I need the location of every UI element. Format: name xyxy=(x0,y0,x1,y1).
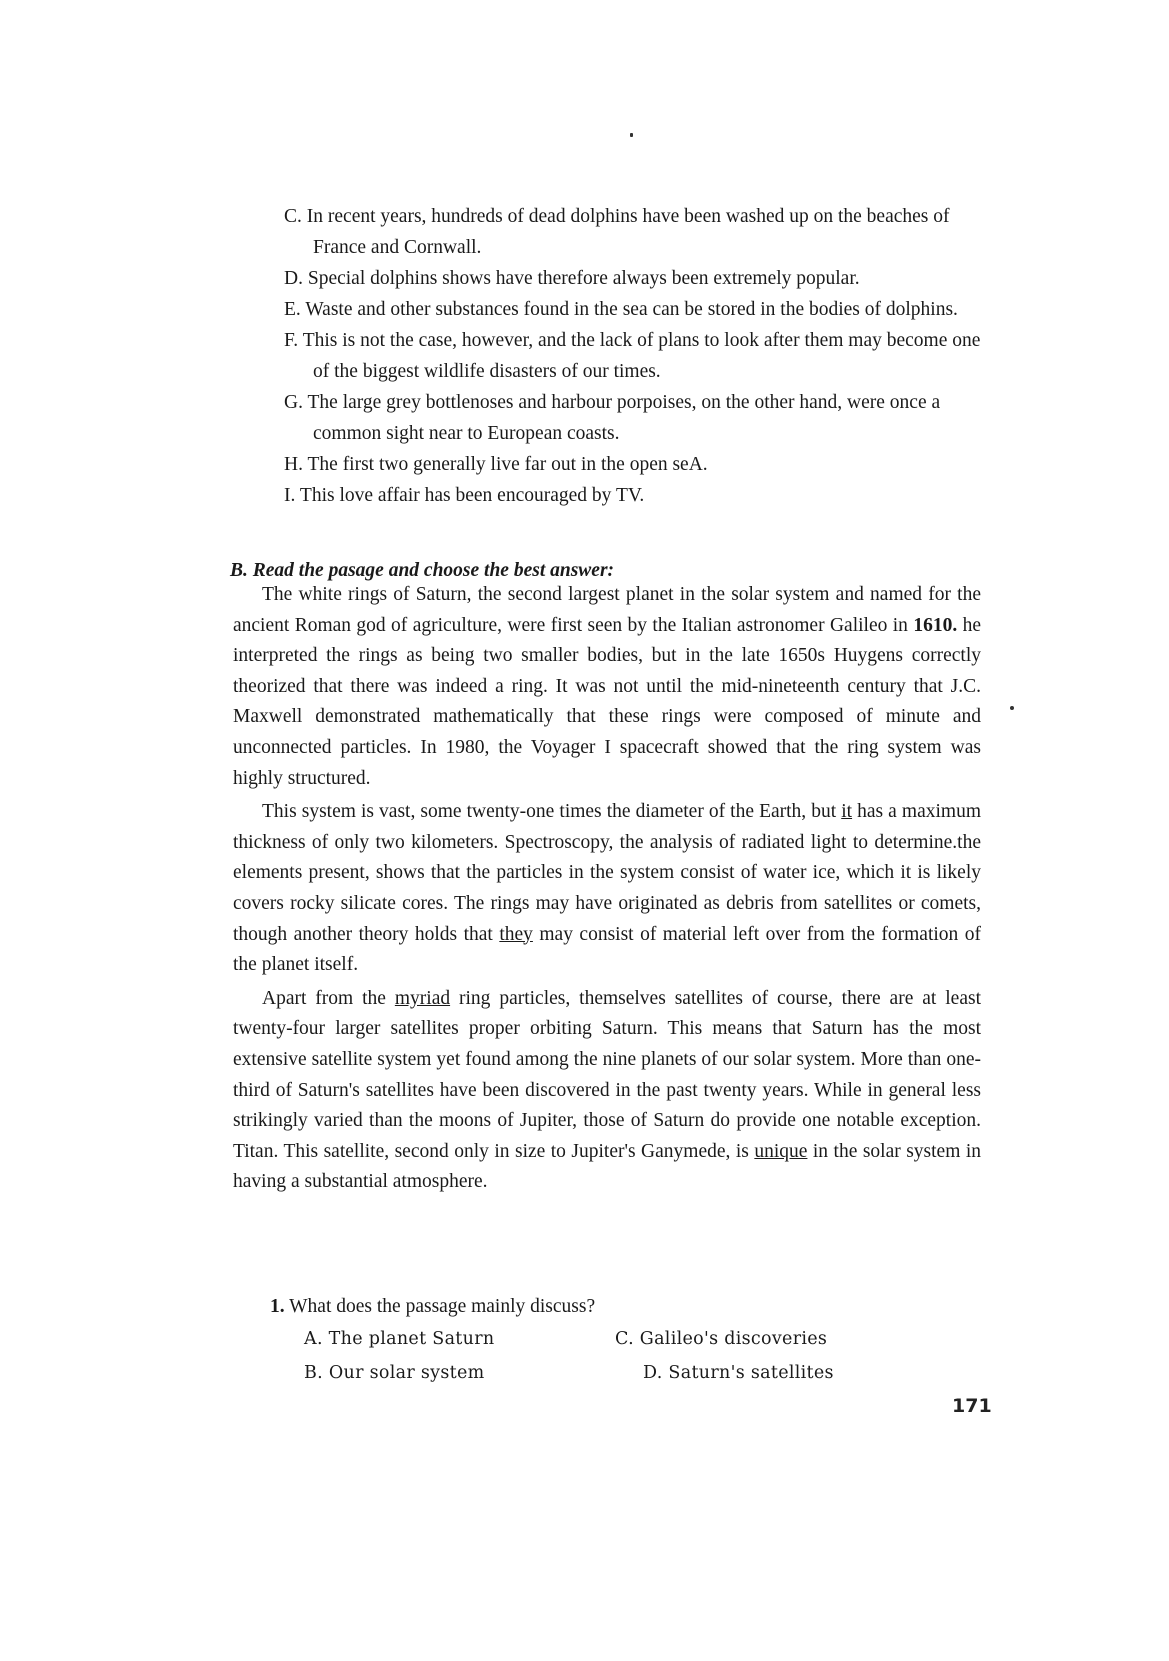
option-letter: I. xyxy=(284,485,296,506)
option-letter: G. xyxy=(284,392,303,413)
passage-text: has a maximum thickness of only two kilometers. Spectroscopy, the analysis of radiated light to determine.the elements present, shows that the particles in the system consist of water ice, which it is likely covers rocky silicate cores. The rings may have originated as debris from satellites or comets, though another theory holds that xyxy=(233,801,981,945)
option-e xyxy=(284,294,984,325)
answer-a: A. The planet Saturn xyxy=(304,1329,495,1349)
underlined-word: myriad xyxy=(394,987,451,1009)
passage-paragraph-1 xyxy=(233,580,981,794)
passage-text: he interpreted the rings as being two smaller bodies, but in the late 1650s Huygens correctly theorized that there was indeed a ring. It was not until the mid-nineteenth century that J.C. Maxwell demonstrated mathematically that these rings were composed of minute and unconnected particles. In 1980, the Voyager I spacecraft showed that the ring system was highly structured. xyxy=(233,614,981,789)
underlined-word: it xyxy=(841,801,853,823)
reading-passage xyxy=(233,580,981,1201)
passage-paragraph-2 xyxy=(233,797,981,981)
option-h xyxy=(284,449,984,480)
option-f xyxy=(284,325,984,387)
passage-year: 1610. xyxy=(913,614,958,636)
option-i xyxy=(284,480,984,511)
option-text: Waste and other substances found in the sea can be stored in the bodies of dolphins. xyxy=(305,299,958,320)
scan-speck xyxy=(630,133,633,137)
option-g xyxy=(284,387,984,449)
underlined-word: they xyxy=(499,923,533,945)
passage-text: The white rings of Saturn, the second largest planet in the solar system and named for the ancient Roman god of agriculture, were first seen by the Italian astronomer Galileo in xyxy=(233,584,981,636)
question-text: What does the passage mainly discuss? xyxy=(289,1296,596,1317)
option-text: In recent years, hundreds of dead dolphins have been washed up on the beaches of France and Cornwall. xyxy=(306,206,950,258)
passage-text: Apart from the xyxy=(262,987,395,1009)
underlined-word: unique xyxy=(754,1140,808,1162)
page-number: 171 xyxy=(952,1395,992,1417)
question-1-answers xyxy=(304,1322,904,1390)
section-heading: B. Read the pasage and choose the best answer: xyxy=(230,560,615,581)
answer-row xyxy=(304,1356,904,1390)
answer-c: C. Galileo's discoveries xyxy=(615,1329,828,1349)
option-letter: D. xyxy=(284,268,303,289)
option-text: Special dolphins shows have therefore always been extremely popular. xyxy=(307,268,860,289)
answer-d: D. Saturn's satellites xyxy=(643,1363,834,1383)
passage-text: may consist of material left over from the formation of the planet itself. xyxy=(233,923,981,976)
answer-row xyxy=(304,1322,904,1356)
scan-speck xyxy=(1010,706,1014,710)
passage-text: ring particles, themselves satellites of course, there are at least twenty-four larger satellites proper orbiting Saturn. This means that Saturn has the most extensive satellite system yet found among the nine planets of our solar system. More than one-third of Saturn's satellites have been discovered in the past twenty years. While in general less strikingly varied than the moons of Jupiter, those of Saturn do provide one notable exception. Titan. This satellite, second only in size to Jupiter's Ganymede, is xyxy=(233,987,981,1162)
answer-options-list xyxy=(284,201,984,511)
option-letter: E. xyxy=(284,299,301,320)
passage-paragraph-3 xyxy=(233,984,981,1198)
option-letter: F. xyxy=(284,330,299,351)
option-c xyxy=(284,201,984,263)
option-d xyxy=(284,263,984,294)
answer-b: B. Our solar system xyxy=(304,1363,485,1383)
option-text: This love affair has been encouraged by TV. xyxy=(299,485,645,506)
passage-text: This system is vast, some twenty-one times the diameter of the Earth, but xyxy=(262,801,842,823)
option-text: The large grey bottlenoses and harbour porpoises, on the other hand, were once a common sight near to European coasts. xyxy=(307,392,941,444)
passage-text: in the solar system in having a substantial atmosphere. xyxy=(233,1140,982,1193)
option-text: This is not the case, however, and the lack of plans to look after them may become one of the biggest wildlife disasters of our times. xyxy=(302,330,981,382)
option-letter: C. xyxy=(284,206,302,227)
question-1 xyxy=(270,1291,970,1322)
option-text: The first two generally live far out in the open seA. xyxy=(307,454,708,475)
option-letter: H. xyxy=(284,454,303,475)
question-number: 1. xyxy=(270,1296,285,1317)
